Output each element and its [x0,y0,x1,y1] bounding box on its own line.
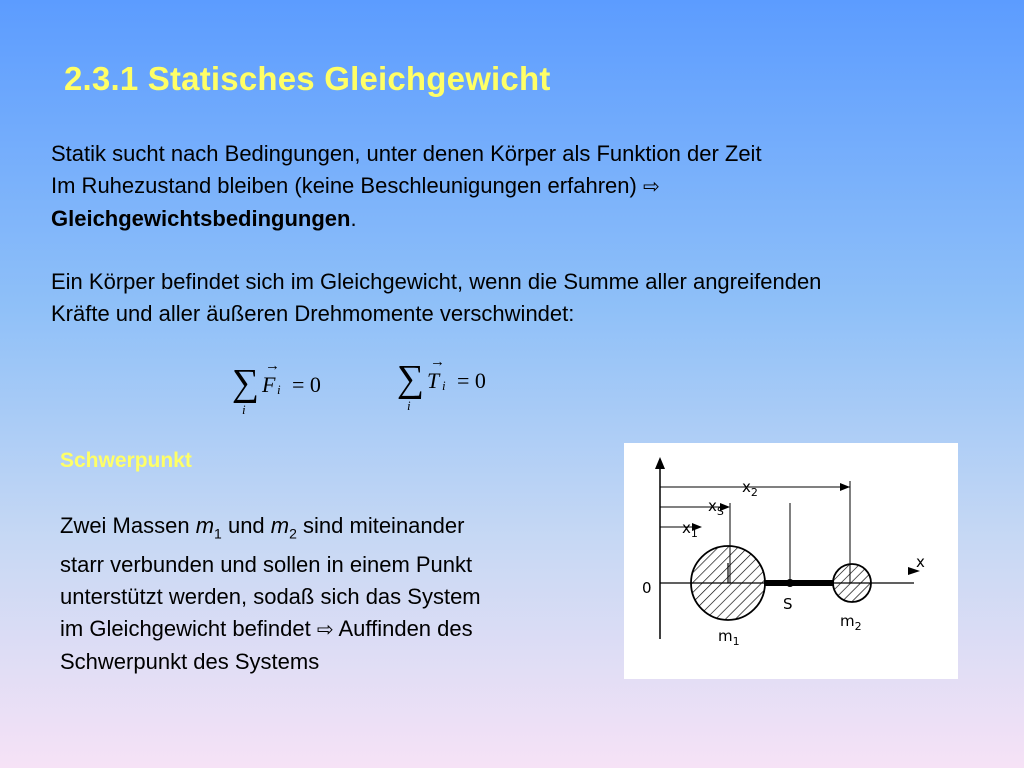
x2-arrow-icon [840,483,850,491]
equals-zero: = 0 [457,368,486,393]
text-line: unterstützt werden, sodaß sich das System [60,584,481,610]
label-m1: $m_1$ [718,627,740,648]
torque-variable: T [427,368,440,393]
mass-index: 1 [214,525,222,542]
text-line: starr verbunden und sollen in einem Punkt [60,552,473,578]
label-s: S [783,595,793,613]
intro-paragraph [51,138,1011,235]
text-line: Schwerpunkt des Systems [60,649,320,675]
force-sum-formula [232,358,342,420]
sum-index: i [242,402,246,417]
label-origin: 0 [642,579,652,597]
two-mass-diagram-svg [624,443,958,679]
torque-sum-formula [397,354,507,416]
vector-arrow-icon: → [265,358,280,374]
mass-index: 2 [289,525,297,542]
text-fragment: Zwei Massen [60,513,196,538]
mass-symbol: m [195,513,215,538]
center-of-mass-paragraph [60,510,600,678]
equilibrium-conditions-term: Gleichgewichtsbedingungen [51,206,351,231]
label-x2: $x_2$ [742,478,758,499]
intro-line-2: Im Ruhezustand bleiben (keine Beschleunigungen erfahren) [51,173,637,198]
label-m2: $m_2$ [840,612,862,633]
sum-symbol: ∑ [397,358,425,400]
vector-arrow-icon: → [430,354,445,370]
equilibrium-line-2: Kräfte und aller äußeren Drehmomente verschwindet: [51,301,575,326]
text-fragment: sind miteinander [296,513,465,538]
label-x-axis: x [916,553,925,571]
force-index: i [277,382,281,397]
vertical-axis-arrow-icon [655,457,665,469]
label-xs: $x_S$ [708,497,724,518]
mass-2-circle [833,564,871,602]
implies-arrow-icon: ⇨ [316,619,334,642]
text-fragment: und [221,513,271,538]
sum-index: i [407,398,411,413]
center-of-mass-point [786,579,794,587]
force-variable: F [262,372,276,397]
two-mass-diagram [624,443,958,679]
equals-zero: = 0 [292,372,321,397]
mass-symbol: m [270,513,290,538]
intro-period: . [350,206,357,231]
slide-title: 2.3.1 Statisches Gleichgewicht [64,60,551,97]
implies-arrow-icon: ⇨ [642,176,660,198]
center-of-mass-heading: Schwerpunkt [60,449,192,472]
intro-line-1: Statik sucht nach Bedingungen, unter denen Körper als Funktion der Zeit [51,141,762,166]
text-line: im Gleichgewicht befindet [60,616,311,642]
torque-index: i [442,378,446,393]
sum-symbol: ∑ [232,362,260,404]
text-fragment: Auffinden des [333,616,473,642]
equilibrium-line-1: Ein Körper befindet sich im Gleichgewicht, wenn die Summe aller angreifenden [51,269,822,294]
label-x1: $x_1$ [682,519,698,540]
equilibrium-paragraph [51,266,1011,330]
